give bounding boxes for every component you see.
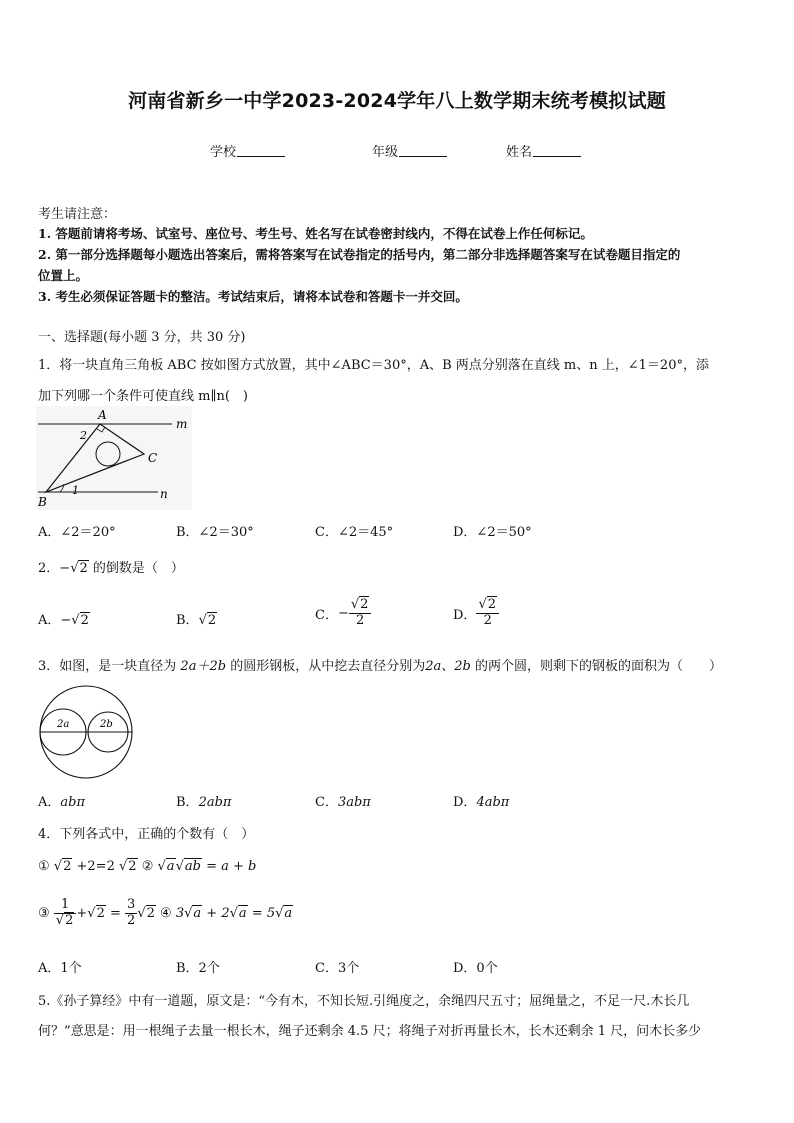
grade-field: [372, 141, 447, 160]
q3-stem: [38, 655, 722, 674]
radicand: 2: [207, 613, 217, 628]
q1-option-c[interactable]: C．∠2＝45°: [315, 525, 394, 540]
label-angle-2: 2: [80, 429, 87, 442]
q3-suffix: 的两个圆，则剩下的钢板的面积为（ ）: [474, 659, 722, 674]
q2-stem: [38, 557, 184, 576]
q3-expr1: 2a＋2b: [180, 659, 227, 674]
q2-option-d[interactable]: [453, 598, 499, 629]
q4-option-c[interactable]: C．3个: [315, 961, 360, 976]
q1-figure: [36, 406, 192, 510]
name-blank[interactable]: [533, 144, 581, 157]
option-label: B．: [176, 613, 199, 628]
option-label: C．: [315, 795, 338, 810]
fraction-3-over-2: $\frac{3}{2}$: [127, 897, 136, 928]
expr-2-label: ②: [141, 859, 154, 874]
q3-option-c[interactable]: [315, 791, 371, 810]
sqrt-symbol: √2: [71, 613, 89, 628]
q4-option-b[interactable]: B．2个: [176, 961, 220, 976]
school-label: 学校: [210, 145, 237, 160]
expr-3-label: ③: [38, 905, 50, 921]
option-label: D．: [453, 607, 477, 623]
radicand: 2: [79, 561, 88, 576]
label-n: n: [160, 487, 168, 501]
note-item: 2. 第一部分选择题每小题选出答案后，需将答案写在试卷指定的括号内，第二部分非选择题答案写在试卷题目指定的: [38, 247, 681, 262]
q4-stem: 4．下列各式中，正确的个数有（ ）: [38, 827, 255, 842]
option-value: 4abπ: [476, 795, 510, 810]
q3-prefix: 3．如图，是一块直径为: [38, 659, 177, 674]
option-label: B．: [176, 795, 199, 810]
sqrt-symbol: √2: [53, 859, 72, 874]
radicand: 2: [360, 597, 369, 612]
expr-2-rest: = a + b: [206, 859, 257, 874]
q1-line1: 1．将一块直角三角板 ABC 按如图方式放置，其中∠ABC＝30°，A、B 两点分别落在直线 m、n 上，∠1＝20°，添: [38, 358, 709, 373]
notes-heading: 考生请注意：: [38, 207, 117, 222]
option-value: 2abπ: [198, 795, 232, 810]
expr-1-label: ①: [38, 859, 50, 874]
expr-2-math: √a√ab: [157, 859, 201, 874]
school-blank[interactable]: [237, 144, 285, 157]
sqrt-symbol: √2: [198, 613, 217, 628]
denominator: 2: [483, 612, 492, 628]
fraction: [476, 598, 499, 629]
sqrt-symbol: √2: [87, 905, 105, 921]
expr-1-rest: +2=2: [76, 859, 115, 874]
option-value: 3abπ: [337, 795, 371, 810]
q3-expr2: 2a、2b: [425, 659, 471, 674]
q3-option-b[interactable]: [176, 791, 231, 810]
q4-option-d[interactable]: D．0个: [453, 961, 498, 976]
q1-option-d[interactable]: D．∠2＝50°: [453, 525, 532, 540]
option-label: D．: [453, 795, 477, 810]
sqrt-symbol: √2: [478, 597, 497, 612]
section-heading: 一、选择题(每小题 3 分，共 30 分): [38, 330, 246, 345]
q4-expr-3-4: ③ $\frac{1}{√2}$ +√2 = $\frac{3}{2}$ √2 ④ 3√a + 2√a = 5√a: [38, 897, 293, 928]
radicand: 2: [487, 597, 497, 612]
q4-expr-1-2: [38, 859, 256, 874]
q1-line2: 加下列哪一个条件可使直线 m∥n( ): [38, 389, 248, 404]
note-item: 1. 答题前请将考场、试室号、座位号、考生号、姓名写在试卷密封线内，不得在试卷上作任何标记。: [38, 226, 593, 241]
fraction-1-over-sqrt2: $\frac{1}{√2}$: [54, 898, 77, 929]
page-title: 河南省新乡一中学2023-2024学年八上数学期末统考模拟试题: [128, 90, 666, 112]
q1-figure-bg: [36, 406, 192, 510]
option-label: C．: [315, 607, 338, 623]
q5-line1: 5.《孙子算经》中有一道题，原文是：“今有木，不知长短.引绳度之，余绳四尺五寸；屈绳量之，不足一尺.木长几: [38, 994, 690, 1009]
option-value: abπ: [60, 795, 86, 810]
label-c: C: [148, 451, 158, 465]
label-angle-1: 1: [72, 484, 79, 497]
q5-line2: 何？”意思是：用一根绳子去量一根长木，绳子还剩余 4.5 尺；将绳子对折再量长木，长木还剩余 1 尺，问木长多少: [38, 1024, 702, 1039]
label-2a: 2a: [57, 719, 70, 730]
q4-option-a[interactable]: A．1个: [38, 961, 82, 976]
grade-blank[interactable]: [399, 144, 447, 157]
q3-option-a[interactable]: [38, 791, 85, 810]
grade-label: 年级: [372, 145, 399, 160]
sqrt-symbol: √2: [350, 597, 369, 612]
expr-4-label: ④: [160, 905, 172, 921]
expr-4-math: 3√a + 2√a = 5√a: [175, 905, 293, 921]
name-field: [506, 141, 581, 160]
q2-minus: −: [59, 561, 71, 576]
minus: −: [60, 613, 72, 628]
label-b: B: [38, 495, 47, 509]
option-label: A．: [38, 795, 61, 810]
q3-mid: 的圆形钢板，从中挖去直径分别为: [230, 659, 426, 674]
label-2b: 2b: [100, 719, 113, 730]
radicand: 2: [128, 859, 137, 874]
note-item: 3. 考生必须保证答题卡的整洁。考试结束后，请将本试卷和答题卡一并交回。: [38, 289, 468, 304]
q1-option-a[interactable]: A．∠2＝20°: [38, 525, 116, 540]
q3-figure: [38, 682, 138, 782]
q2-suffix: 的倒数是（ ）: [92, 561, 184, 576]
radicand: 2: [80, 613, 89, 628]
q3-option-d[interactable]: [453, 791, 509, 810]
sqrt-symbol: √2: [137, 905, 155, 921]
q2-prefix: 2．: [38, 561, 60, 576]
sqrt-symbol: √2: [70, 561, 88, 576]
label-a: A: [98, 408, 107, 422]
school-field: [210, 141, 285, 160]
fraction: [349, 598, 372, 629]
sqrt-symbol: √2: [118, 859, 137, 874]
minus: −: [337, 605, 349, 621]
denominator: 2: [356, 612, 365, 628]
label-m: m: [176, 417, 188, 431]
q1-option-b[interactable]: B．∠2＝30°: [176, 525, 254, 540]
option-label: A．: [38, 613, 61, 628]
name-label: 姓名: [506, 145, 533, 160]
q2-option-a[interactable]: [38, 609, 90, 628]
q2-option-c[interactable]: [315, 598, 371, 629]
radicand: 2: [63, 859, 72, 874]
note-item: 位置上。: [38, 268, 89, 283]
q2-option-b[interactable]: [176, 609, 217, 628]
